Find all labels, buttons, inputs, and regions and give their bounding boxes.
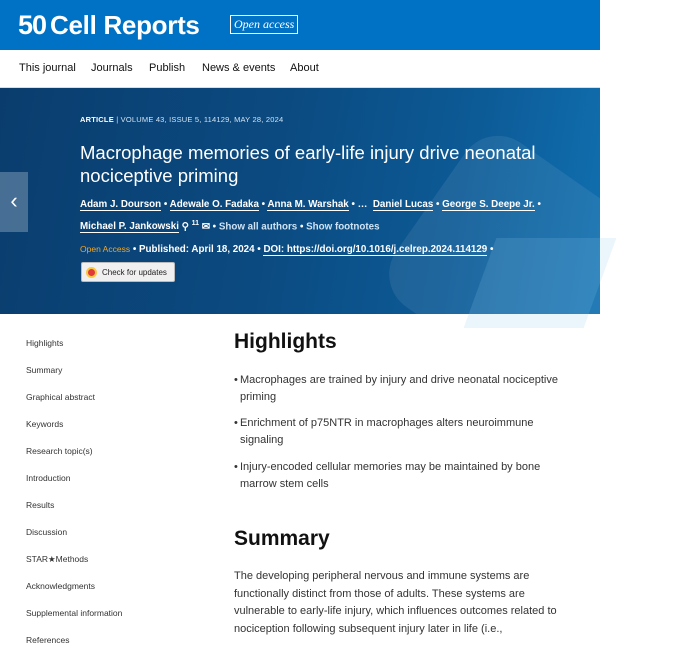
author-link[interactable]: Anna M. Warshak xyxy=(267,199,349,210)
open-access-label: Open Access xyxy=(80,244,131,254)
highlight-item: • Enrichment of p75NTR in macrophages alters neuroimmune signaling xyxy=(234,415,564,449)
outline-research-topics[interactable]: Research topic(s) xyxy=(26,446,93,456)
outline-supplemental[interactable]: Supplemental information xyxy=(26,608,123,618)
highlight-item: • Macrophages are trained by injury and drive neonatal nociceptive priming xyxy=(234,372,564,406)
published-date: Published: April 18, 2024 xyxy=(138,244,255,255)
authors-ellipsis: … xyxy=(357,199,368,210)
logo-text: Cell Reports xyxy=(50,9,200,40)
outline-star-methods[interactable]: STAR★Methods xyxy=(26,554,89,564)
open-access-badge: Open access xyxy=(230,15,298,34)
outline-keywords[interactable]: Keywords xyxy=(26,419,64,429)
outline-acknowledgments[interactable]: Acknowledgments xyxy=(26,581,95,591)
author-superscript: 11 xyxy=(191,220,199,227)
doi-link[interactable]: DOI: https://doi.org/10.1016/j.celrep.2024.114129 xyxy=(263,244,488,255)
crossmark-icon xyxy=(86,267,97,278)
show-footnotes-link[interactable]: Show footnotes xyxy=(306,221,380,233)
nav-about[interactable]: About xyxy=(290,62,319,74)
outline-references[interactable]: References xyxy=(26,635,70,645)
show-all-authors-link[interactable]: Show all authors xyxy=(218,221,298,233)
nav-journals[interactable]: Journals xyxy=(91,62,133,74)
author-link[interactable]: Daniel Lucas xyxy=(372,199,434,210)
logo-mark: 50 xyxy=(18,9,47,40)
volume-issue[interactable]: VOLUME 43, ISSUE 5, 114129, MAY 28, 2024 xyxy=(120,115,284,124)
nav-this-journal[interactable]: This journal xyxy=(19,62,76,74)
previous-arrow-icon[interactable]: ‹ xyxy=(0,172,28,232)
person-icon: ⚲ xyxy=(181,221,189,233)
check-updates-label: Check for updates xyxy=(102,267,167,277)
outline-discussion[interactable]: Discussion xyxy=(26,527,68,537)
outline-highlights[interactable]: Highlights xyxy=(26,338,64,348)
cell-reports-logo[interactable] xyxy=(18,10,200,40)
publication-info: Open Access • Published: April 18, 2024 • DOI: https://doi.org/10.1016/j.celrep.2024.114129 • xyxy=(80,244,494,255)
highlight-item: • Injury-encoded cellular memories may be maintained by bone marrow stem cells xyxy=(234,459,564,493)
top-bar xyxy=(0,0,600,50)
article-hero xyxy=(0,88,600,314)
summary-text: The developing peripheral nervous and immune systems are functionally distinct from those of adults. These systems are vulnerable to early-life injury, which influences outcomes related to nociception following subsequent injury later in life (i.e., xyxy=(234,570,557,635)
outline-results[interactable]: Results xyxy=(26,500,55,510)
author-link[interactable]: Adewale O. Fadaka xyxy=(169,199,259,210)
article-type: ARTICLE xyxy=(80,115,114,124)
outline-introduction[interactable]: Introduction xyxy=(26,473,71,483)
article-title: Macrophage memories of early-life injury drive neonatal nociceptive priming xyxy=(80,142,536,186)
outline-graphical-abstract[interactable]: Graphical abstract xyxy=(26,392,95,402)
nav-news-events[interactable]: News & events xyxy=(202,62,276,74)
main-nav xyxy=(0,50,600,88)
author-list: Adam J. Dourson • Adewale O. Fadaka • Anna M. Warshak • … Daniel Lucas • George S. Deepe Jr. • Michael P. Jankowski ⚲ $^{11}$ ✉ • Show all authors • Show footnotes xyxy=(80,199,541,233)
article-meta xyxy=(80,115,283,124)
summary-heading: Summary xyxy=(234,527,330,550)
highlights-heading: Highlights xyxy=(234,330,337,353)
email-icon[interactable]: ✉ xyxy=(201,221,210,233)
author-link[interactable]: Michael P. Jankowski xyxy=(80,221,179,233)
author-link[interactable]: George S. Deepe Jr. xyxy=(442,199,535,210)
outline-summary[interactable]: Summary xyxy=(26,365,63,375)
nav-publish[interactable]: Publish xyxy=(149,62,186,74)
meta-separator: | xyxy=(116,115,119,124)
author-link[interactable]: Adam J. Dourson xyxy=(80,199,162,210)
check-for-updates-button[interactable] xyxy=(81,262,175,282)
